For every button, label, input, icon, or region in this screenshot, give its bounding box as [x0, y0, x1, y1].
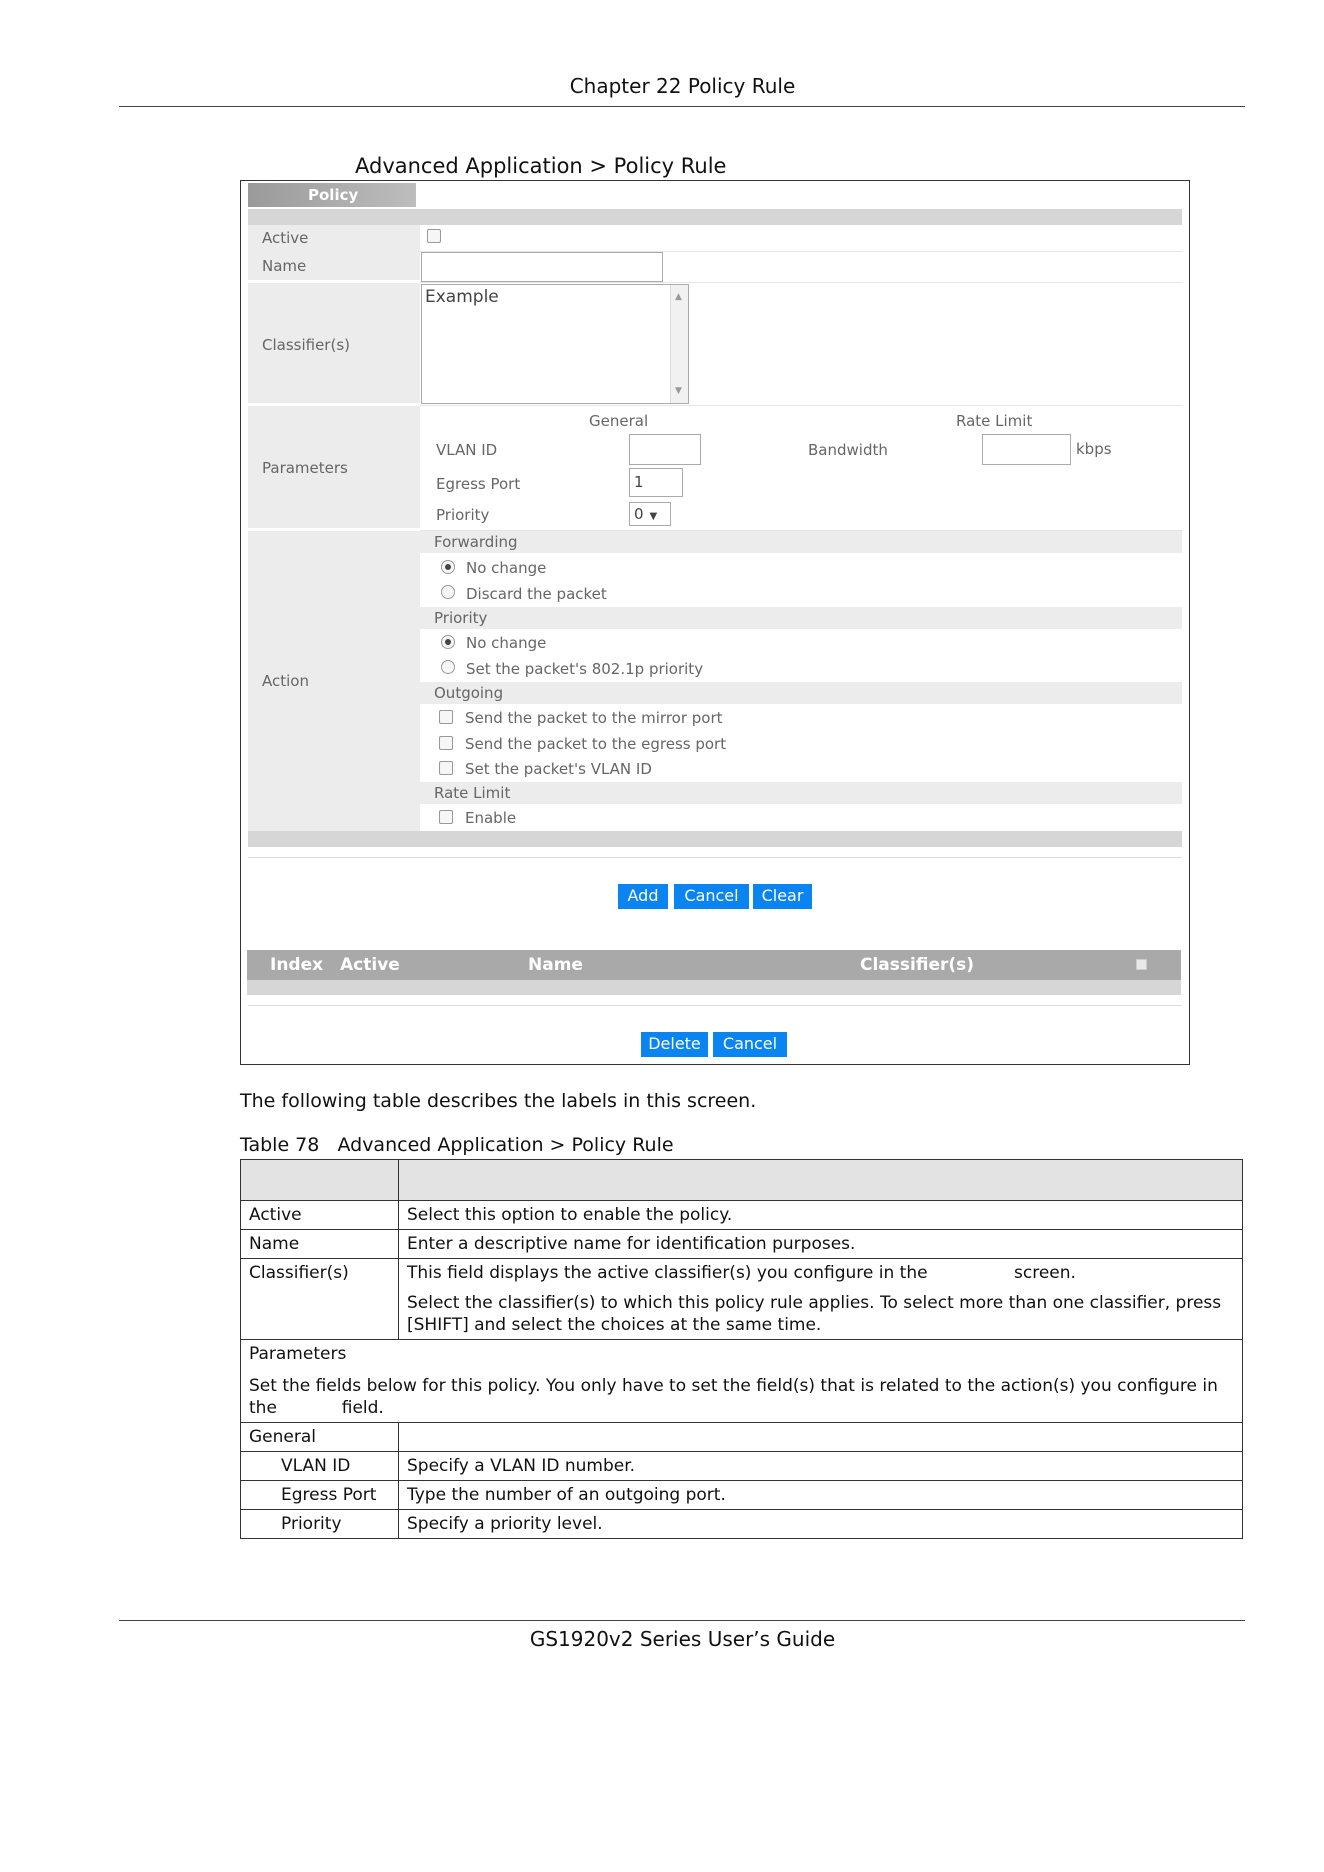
- column-index: Index: [270, 955, 324, 975]
- table-row: [241, 1423, 1243, 1452]
- column-name: Name: [528, 955, 583, 975]
- parameters-cell: [241, 1340, 1243, 1423]
- desc-paragraph: Select the classifier(s) to which this policy rule applies. To select more than one classifier, press [SHIFT] and select the choices at the same time.: [407, 1293, 1222, 1335]
- tab-policy-label: Policy: [308, 186, 359, 204]
- outgoing-option-label: Send the packet to the mirror port: [465, 709, 723, 727]
- egress-port-input[interactable]: 1: [629, 468, 683, 497]
- rate-limit-header: Rate Limit: [956, 412, 1033, 430]
- outgoing-header: Outgoing: [434, 684, 504, 702]
- priority-set-radio[interactable]: [441, 660, 455, 674]
- table-row: [241, 1230, 1243, 1259]
- desc-paragraph: This field displays the active classifier(s) you configure in the screen.: [407, 1263, 1076, 1283]
- form-top-bar: [248, 209, 1182, 225]
- desc-cell: Enter a descriptive name for identification purposes.: [399, 1230, 1243, 1259]
- general-header: General: [589, 412, 649, 430]
- table-caption: Table 78 Advanced Application > Policy Rule: [240, 1134, 674, 1156]
- priority-select[interactable]: [629, 502, 671, 526]
- scroll-up-icon[interactable]: ▲: [675, 292, 682, 302]
- active-label: Active: [262, 229, 309, 247]
- rate-limit-section: [420, 782, 1182, 804]
- priority-select-value: 0: [634, 505, 644, 523]
- priority-label: Priority: [436, 506, 490, 524]
- page-footer: GS1920v2 Series User’s Guide: [529, 1627, 836, 1651]
- cancel-button[interactable]: Cancel: [674, 884, 749, 909]
- classifier-scrollbar[interactable]: [670, 285, 688, 403]
- parameters-label: Parameters: [262, 459, 348, 477]
- column-classifier: Classifier(s): [860, 955, 975, 975]
- egress-port-label: Egress Port: [436, 475, 521, 493]
- priority-action-header: Priority: [434, 609, 488, 627]
- table-row: [241, 1510, 1243, 1539]
- figure-caption: Advanced Application > Policy Rule: [355, 154, 727, 178]
- list-bottom-bar: [247, 980, 1181, 995]
- bandwidth-label: Bandwidth: [808, 441, 888, 459]
- classifier-label: Classifier(s): [262, 336, 350, 354]
- forwarding-no-change-radio[interactable]: [441, 560, 455, 574]
- outgoing-option-label: Set the packet's VLAN ID: [465, 760, 652, 778]
- forwarding-header: Forwarding: [434, 533, 518, 551]
- label-cell: Name: [241, 1230, 399, 1259]
- outgoing-egress-checkbox[interactable]: [439, 736, 453, 750]
- priority-option-label: No change: [466, 634, 547, 652]
- desc-cell: [399, 1259, 1243, 1340]
- priority-option-label: Set the packet's 802.1p priority: [466, 660, 704, 678]
- name-label: Name: [262, 257, 307, 275]
- table-row: [241, 1481, 1243, 1510]
- table-row: [241, 1340, 1243, 1423]
- desc-paragraph: Set the fields below for this policy. You only have to set the field(s) that is related to the action(s) you configure in the field.: [249, 1376, 1224, 1418]
- forwarding-option-label: Discard the packet: [466, 585, 607, 603]
- label-cell: General: [241, 1423, 399, 1452]
- intro-text: The following table describes the labels in this screen.: [240, 1090, 757, 1112]
- row-divider: [420, 282, 1182, 283]
- tab-policy[interactable]: [248, 183, 416, 207]
- row-divider: [420, 405, 1182, 406]
- policy-list-header: [247, 950, 1181, 980]
- name-input[interactable]: [421, 252, 663, 282]
- divider: [248, 1005, 1182, 1006]
- table-row: [241, 1201, 1243, 1230]
- classifier-option[interactable]: Example: [425, 287, 499, 307]
- desc-cell: Specify a VLAN ID number.: [399, 1452, 1243, 1481]
- clear-button[interactable]: Clear: [753, 884, 812, 909]
- forwarding-option-label: No change: [466, 559, 547, 577]
- add-button[interactable]: Add: [618, 884, 668, 909]
- divider: [248, 857, 1182, 858]
- form-bottom-bar: [248, 831, 1182, 847]
- column-active: Active: [340, 955, 400, 975]
- table-row: [241, 1452, 1243, 1481]
- forwarding-section: [420, 531, 1182, 553]
- desc-cell: Select this option to enable the policy.: [399, 1201, 1243, 1230]
- action-label: Action: [262, 672, 309, 690]
- outgoing-mirror-checkbox[interactable]: [439, 710, 453, 724]
- header-rule: [119, 106, 1245, 107]
- forwarding-discard-radio[interactable]: [441, 585, 455, 599]
- cancel-list-button[interactable]: Cancel: [713, 1032, 787, 1057]
- vlan-id-label: VLAN ID: [436, 441, 498, 459]
- delete-button[interactable]: Delete: [641, 1032, 708, 1057]
- section-label: Parameters: [249, 1344, 347, 1364]
- label-cell: VLAN ID: [241, 1452, 399, 1481]
- priority-section: [420, 607, 1182, 629]
- label-cell: Egress Port: [241, 1481, 399, 1510]
- label-cell: Classifier(s): [241, 1259, 399, 1340]
- outgoing-option-label: Send the packet to the egress port: [465, 735, 727, 753]
- desc-cell: Specify a priority level.: [399, 1510, 1243, 1539]
- rate-limit-enable-label: Enable: [465, 809, 517, 827]
- outgoing-vlan-checkbox[interactable]: [439, 761, 453, 775]
- label-cell: Priority: [241, 1510, 399, 1539]
- page-header: Chapter 22 Policy Rule: [569, 74, 796, 98]
- table-row: [241, 1259, 1243, 1340]
- scroll-down-icon[interactable]: ▼: [675, 386, 682, 396]
- label-cell: Active: [241, 1201, 399, 1230]
- table-header-row: [241, 1160, 1243, 1201]
- rate-limit-enable-checkbox[interactable]: [439, 810, 453, 824]
- dropdown-arrow-icon: ▼: [649, 511, 658, 522]
- active-checkbox[interactable]: [427, 229, 441, 243]
- rate-limit-action-header: Rate Limit: [434, 784, 511, 802]
- bandwidth-unit: kbps: [1076, 440, 1112, 458]
- priority-no-change-radio[interactable]: [441, 635, 455, 649]
- select-all-checkbox[interactable]: [1136, 959, 1147, 970]
- footer-rule: [119, 1620, 1245, 1621]
- vlan-id-input[interactable]: [629, 434, 701, 465]
- outgoing-section: [420, 682, 1182, 704]
- bandwidth-input[interactable]: [982, 434, 1071, 465]
- desc-cell: Type the number of an outgoing port.: [399, 1481, 1243, 1510]
- description-table: [240, 1159, 1243, 1539]
- classifier-listbox[interactable]: [421, 284, 689, 404]
